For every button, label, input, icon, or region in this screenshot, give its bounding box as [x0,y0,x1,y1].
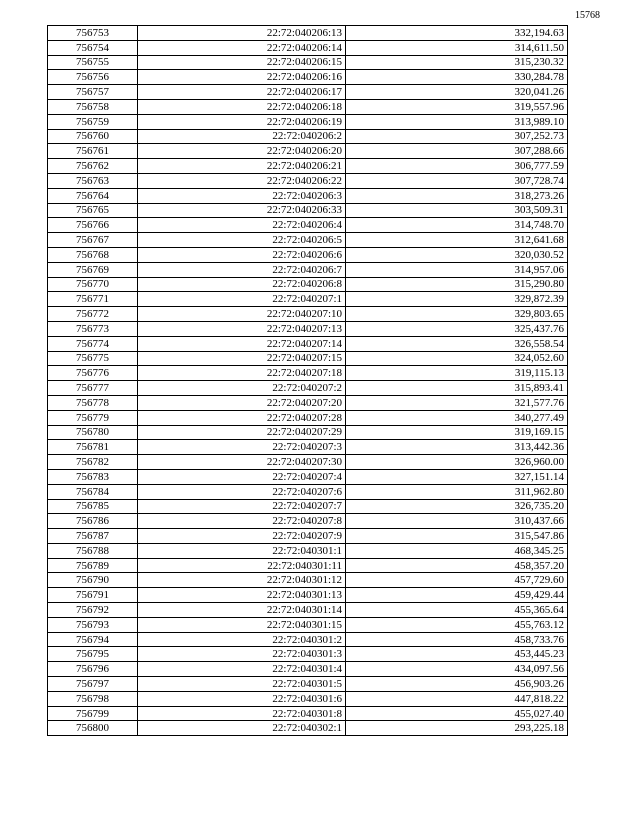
row-number-cell: 756763 [48,173,138,188]
table-row [48,262,568,277]
table-row [48,99,568,114]
row-number-cell: 756784 [48,484,138,499]
cadastral-number-cell: 22:72:040206:3 [138,188,346,203]
cadastral-number-cell: 22:72:040207:13 [138,321,346,336]
value-cell: 314,611.50 [346,40,568,55]
table-row [48,632,568,647]
row-number-cell: 756767 [48,233,138,248]
row-number-cell: 756754 [48,40,138,55]
value-cell: 313,442.36 [346,440,568,455]
row-number-cell: 756800 [48,721,138,736]
cadastral-number-cell: 22:72:040207:4 [138,469,346,484]
cadastral-number-cell: 22:72:040206:13 [138,26,346,41]
table-row [48,114,568,129]
table-row [48,573,568,588]
cadastral-number-cell: 22:72:040207:7 [138,499,346,514]
table-row [48,336,568,351]
table-row [48,247,568,262]
value-cell: 329,872.39 [346,292,568,307]
value-cell: 455,365.64 [346,603,568,618]
table-row [48,351,568,366]
cadastral-number-cell: 22:72:040302:1 [138,721,346,736]
row-number-cell: 756765 [48,203,138,218]
row-number-cell: 756780 [48,425,138,440]
cadastral-number-cell: 22:72:040206:5 [138,233,346,248]
table-row [48,70,568,85]
value-cell: 320,041.26 [346,85,568,100]
value-cell: 327,151.14 [346,469,568,484]
cadastral-number-cell: 22:72:040206:6 [138,247,346,262]
table-row [48,440,568,455]
page-number: 15768 [575,10,600,21]
value-cell: 326,558.54 [346,336,568,351]
table-body [48,26,568,736]
row-number-cell: 756797 [48,677,138,692]
table-row [48,85,568,100]
row-number-cell: 756795 [48,647,138,662]
value-cell: 459,429.44 [346,588,568,603]
table-row [48,647,568,662]
value-cell: 293,225.18 [346,721,568,736]
cadastral-number-cell: 22:72:040301:3 [138,647,346,662]
cadastral-number-cell: 22:72:040206:21 [138,159,346,174]
table-row [48,499,568,514]
value-cell: 455,763.12 [346,617,568,632]
value-cell: 319,115.13 [346,366,568,381]
cadastral-number-cell: 22:72:040301:5 [138,677,346,692]
table-row [48,721,568,736]
value-cell: 434,097.56 [346,662,568,677]
cadastral-number-cell: 22:72:040301:2 [138,632,346,647]
row-number-cell: 756757 [48,85,138,100]
value-cell: 315,230.32 [346,55,568,70]
cadastral-number-cell: 22:72:040207:20 [138,395,346,410]
table-row [48,588,568,603]
row-number-cell: 756756 [48,70,138,85]
cadastral-number-cell: 22:72:040206:22 [138,173,346,188]
row-number-cell: 756789 [48,558,138,573]
row-number-cell: 756764 [48,188,138,203]
value-cell: 321,577.76 [346,395,568,410]
table-row [48,691,568,706]
cadastral-number-cell: 22:72:040301:1 [138,543,346,558]
table-row [48,40,568,55]
row-number-cell: 756769 [48,262,138,277]
value-cell: 303,509.31 [346,203,568,218]
value-cell: 455,027.40 [346,706,568,721]
row-number-cell: 756773 [48,321,138,336]
value-cell: 320,030.52 [346,247,568,262]
row-number-cell: 756760 [48,129,138,144]
cadastral-number-cell: 22:72:040206:33 [138,203,346,218]
table-row [48,381,568,396]
cadastral-number-cell: 22:72:040206:15 [138,55,346,70]
value-cell: 324,052.60 [346,351,568,366]
row-number-cell: 756792 [48,603,138,618]
table-row [48,188,568,203]
row-number-cell: 756772 [48,307,138,322]
table-row [48,366,568,381]
table-row [48,425,568,440]
table-row [48,55,568,70]
value-cell: 453,445.23 [346,647,568,662]
table-row [48,395,568,410]
cadastral-number-cell: 22:72:040207:30 [138,455,346,470]
cadastral-number-cell: 22:72:040301:14 [138,603,346,618]
cadastral-number-cell: 22:72:040301:6 [138,691,346,706]
cadastral-number-cell: 22:72:040207:28 [138,410,346,425]
cadastral-number-cell: 22:72:040301:11 [138,558,346,573]
value-cell: 315,547.86 [346,529,568,544]
cadastral-number-cell: 22:72:040207:6 [138,484,346,499]
registry-table [47,25,568,736]
cadastral-number-cell: 22:72:040206:14 [138,40,346,55]
table-row [48,410,568,425]
row-number-cell: 756777 [48,381,138,396]
value-cell: 307,728.74 [346,173,568,188]
cadastral-number-cell: 22:72:040301:12 [138,573,346,588]
row-number-cell: 756768 [48,247,138,262]
cadastral-number-cell: 22:72:040207:1 [138,292,346,307]
row-number-cell: 756793 [48,617,138,632]
table-row [48,706,568,721]
value-cell: 332,194.63 [346,26,568,41]
table-row [48,203,568,218]
value-cell: 306,777.59 [346,159,568,174]
table-row [48,514,568,529]
row-number-cell: 756790 [48,573,138,588]
table-row [48,173,568,188]
table-row [48,292,568,307]
row-number-cell: 756766 [48,218,138,233]
table-row [48,26,568,41]
row-number-cell: 756759 [48,114,138,129]
cadastral-number-cell: 22:72:040206:18 [138,99,346,114]
cadastral-number-cell: 22:72:040207:8 [138,514,346,529]
value-cell: 315,290.80 [346,277,568,292]
value-cell: 319,557.96 [346,99,568,114]
cadastral-number-cell: 22:72:040207:29 [138,425,346,440]
table-row [48,677,568,692]
row-number-cell: 756776 [48,366,138,381]
row-number-cell: 756778 [48,395,138,410]
row-number-cell: 756785 [48,499,138,514]
row-number-cell: 756783 [48,469,138,484]
row-number-cell: 756779 [48,410,138,425]
value-cell: 307,252.73 [346,129,568,144]
value-cell: 468,345.25 [346,543,568,558]
table-row [48,543,568,558]
table-row [48,558,568,573]
value-cell: 326,960.00 [346,455,568,470]
cadastral-number-cell: 22:72:040301:15 [138,617,346,632]
cadastral-number-cell: 22:72:040301:13 [138,588,346,603]
value-cell: 326,735.20 [346,499,568,514]
cadastral-number-cell: 22:72:040207:10 [138,307,346,322]
cadastral-number-cell: 22:72:040206:8 [138,277,346,292]
table-row [48,321,568,336]
cadastral-number-cell: 22:72:040206:19 [138,114,346,129]
cadastral-number-cell: 22:72:040301:8 [138,706,346,721]
row-number-cell: 756788 [48,543,138,558]
cadastral-number-cell: 22:72:040206:16 [138,70,346,85]
row-number-cell: 756786 [48,514,138,529]
value-cell: 325,437.76 [346,321,568,336]
row-number-cell: 756798 [48,691,138,706]
table-row [48,529,568,544]
cadastral-number-cell: 22:72:040207:18 [138,366,346,381]
table-row [48,617,568,632]
value-cell: 458,733.76 [346,632,568,647]
row-number-cell: 756781 [48,440,138,455]
row-number-cell: 756753 [48,26,138,41]
cadastral-number-cell: 22:72:040206:2 [138,129,346,144]
value-cell: 310,437.66 [346,514,568,529]
cadastral-number-cell: 22:72:040206:20 [138,144,346,159]
table-row [48,455,568,470]
row-number-cell: 756758 [48,99,138,114]
value-cell: 315,893.41 [346,381,568,396]
value-cell: 314,957.06 [346,262,568,277]
value-cell: 318,273.26 [346,188,568,203]
value-cell: 312,641.68 [346,233,568,248]
row-number-cell: 756782 [48,455,138,470]
table-row [48,233,568,248]
table-row [48,159,568,174]
cadastral-number-cell: 22:72:040301:4 [138,662,346,677]
cadastral-number-cell: 22:72:040207:2 [138,381,346,396]
row-number-cell: 756775 [48,351,138,366]
table-row [48,662,568,677]
row-number-cell: 756770 [48,277,138,292]
table-row [48,603,568,618]
value-cell: 314,748.70 [346,218,568,233]
table-row [48,469,568,484]
value-cell: 447,818.22 [346,691,568,706]
row-number-cell: 756761 [48,144,138,159]
value-cell: 330,284.78 [346,70,568,85]
value-cell: 313,989.10 [346,114,568,129]
value-cell: 458,357.20 [346,558,568,573]
row-number-cell: 756762 [48,159,138,174]
value-cell: 457,729.60 [346,573,568,588]
row-number-cell: 756799 [48,706,138,721]
row-number-cell: 756796 [48,662,138,677]
cadastral-number-cell: 22:72:040207:15 [138,351,346,366]
table-row [48,277,568,292]
cadastral-number-cell: 22:72:040207:9 [138,529,346,544]
value-cell: 340,277.49 [346,410,568,425]
cadastral-number-cell: 22:72:040206:17 [138,85,346,100]
cadastral-number-cell: 22:72:040207:3 [138,440,346,455]
table-row [48,129,568,144]
row-number-cell: 756791 [48,588,138,603]
cadastral-number-cell: 22:72:040206:7 [138,262,346,277]
value-cell: 319,169.15 [346,425,568,440]
value-cell: 311,962.80 [346,484,568,499]
row-number-cell: 756755 [48,55,138,70]
table-row [48,307,568,322]
table-row [48,484,568,499]
table-row [48,144,568,159]
value-cell: 456,903.26 [346,677,568,692]
row-number-cell: 756794 [48,632,138,647]
row-number-cell: 756774 [48,336,138,351]
row-number-cell: 756787 [48,529,138,544]
cadastral-number-cell: 22:72:040207:14 [138,336,346,351]
cadastral-number-cell: 22:72:040206:4 [138,218,346,233]
table-row [48,218,568,233]
value-cell: 329,803.65 [346,307,568,322]
value-cell: 307,288.66 [346,144,568,159]
row-number-cell: 756771 [48,292,138,307]
